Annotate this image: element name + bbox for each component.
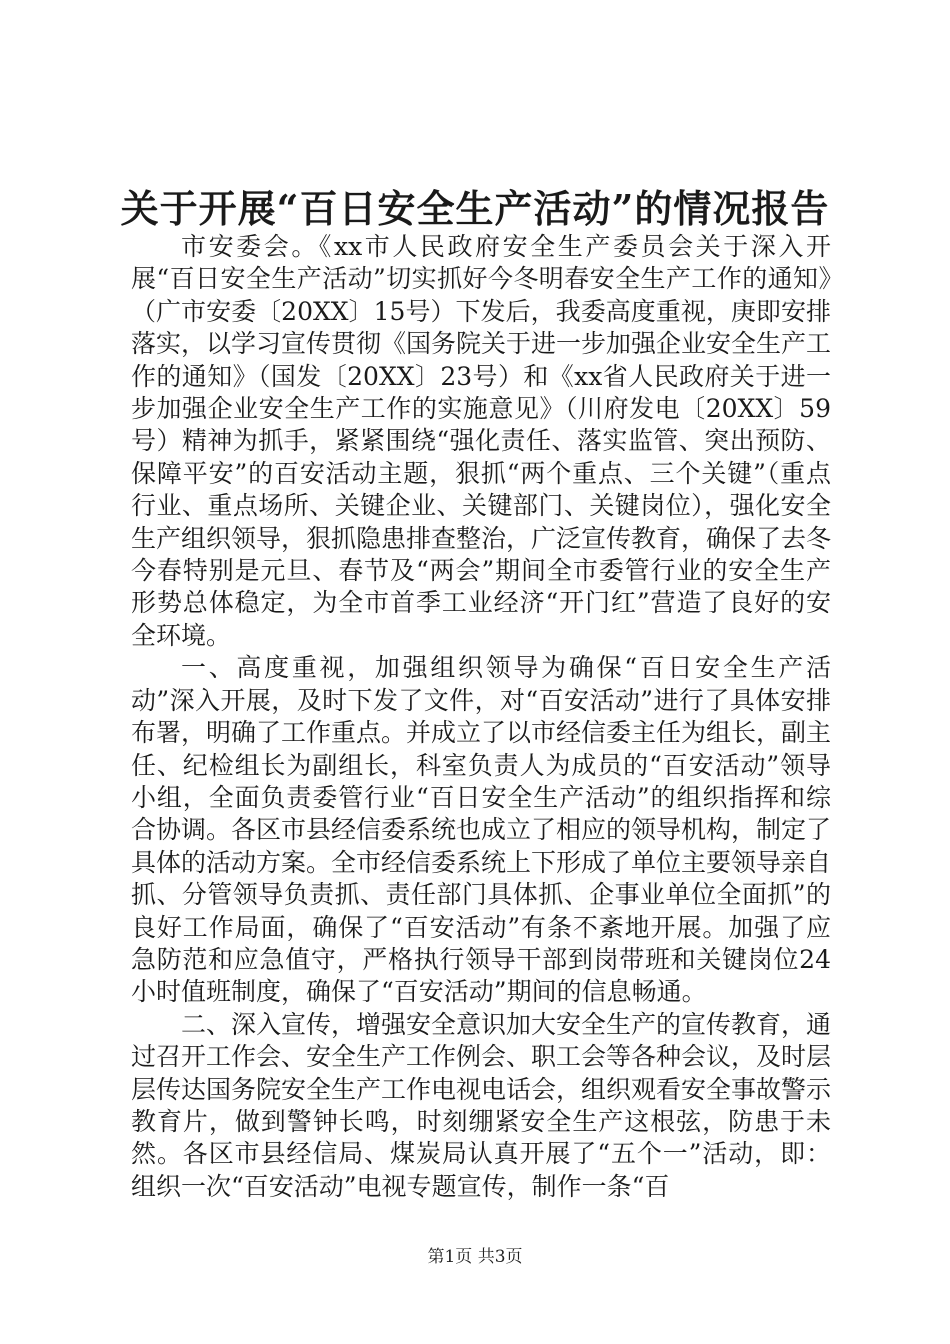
- page-number-footer: 第1页 共3页: [427, 1247, 523, 1267]
- document-body: [131, 231, 831, 1203]
- paragraph-section-one: 一、高度重视，加强组织领导为确保“百日安全生产活动”深入开展，及时下发了文件，对“百安活动”进行了具体安排布署，明确了工作重点。并成立了以市经信委主任为组长，副主任、纪检组长为副组长，科室负责人为成员的“百安活动”领导小组，全面负责委管行业“百日安全生产活动”的组织指挥和综合协调。各区市县经信委系统也成立了相应的领导机构，制定了具体的活动方案。全市经信委系统上下形成了单位主要领导亲自抓、分管领导负责抓、责任部门具体抓、企事业单位全面抓”的良好工作局面，确保了“百安活动”有条不紊地开展。加强了应急防范和应急值守，严格执行领导干部到岗带班和关键岗位24小时值班制度，确保了“百安活动”期间的信息畅通。: [131, 653, 832, 1007]
- paragraph-intro: 市安委会。《xx市人民政府安全生产委员会关于深入开展“百日安全生产活动”切实抓好今冬明春安全生产工作的通知》（广市安委〔20XX〕15号）下发后，我委高度重视，庚即安排落实，以学习宣传贯彻《国务院关于进一步加强企业安全生产工作的通知》（国发〔20XX〕23号）和《xx省人民政府关于进一步加强企业安全生产工作的实施意见》（川府发电〔20XX〕59号）精神为抓手，紧紧围绕“强化责任、落实监管、突出预防、保障平安”的百安活动主题，狠抓“两个重点、三个关键”（重点行业、重点场所、关键企业、关键部门、关键岗位），强化安全生产组织领导，狠抓隐患排查整治，广泛宣传教育，确保了去冬今春特别是元旦、春节及“两会”期间全市委管行业的安全生产形势总体稳定，为全市首季工业经济“开门红”营造了良好的安全环境。: [131, 232, 832, 650]
- document-title: 关于开展“百日安全生产活动”的情况报告: [120, 186, 830, 231]
- paragraph-section-two: 二、深入宣传，增强安全意识加大安全生产的宣传教育，通过召开工作会、安全生产工作例会、职工会等各种会议，及时层层传达国务院安全生产工作电视电话会，组织观看安全事故警示教育片，做到警钟长鸣，时刻绷紧安全生产这根弦，防患于未然。各区市县经信局、煤炭局认真开展了“五个一”活动，即：组织一次“百安活动”电视专题宣传，制作一条“百: [131, 1009, 832, 1201]
